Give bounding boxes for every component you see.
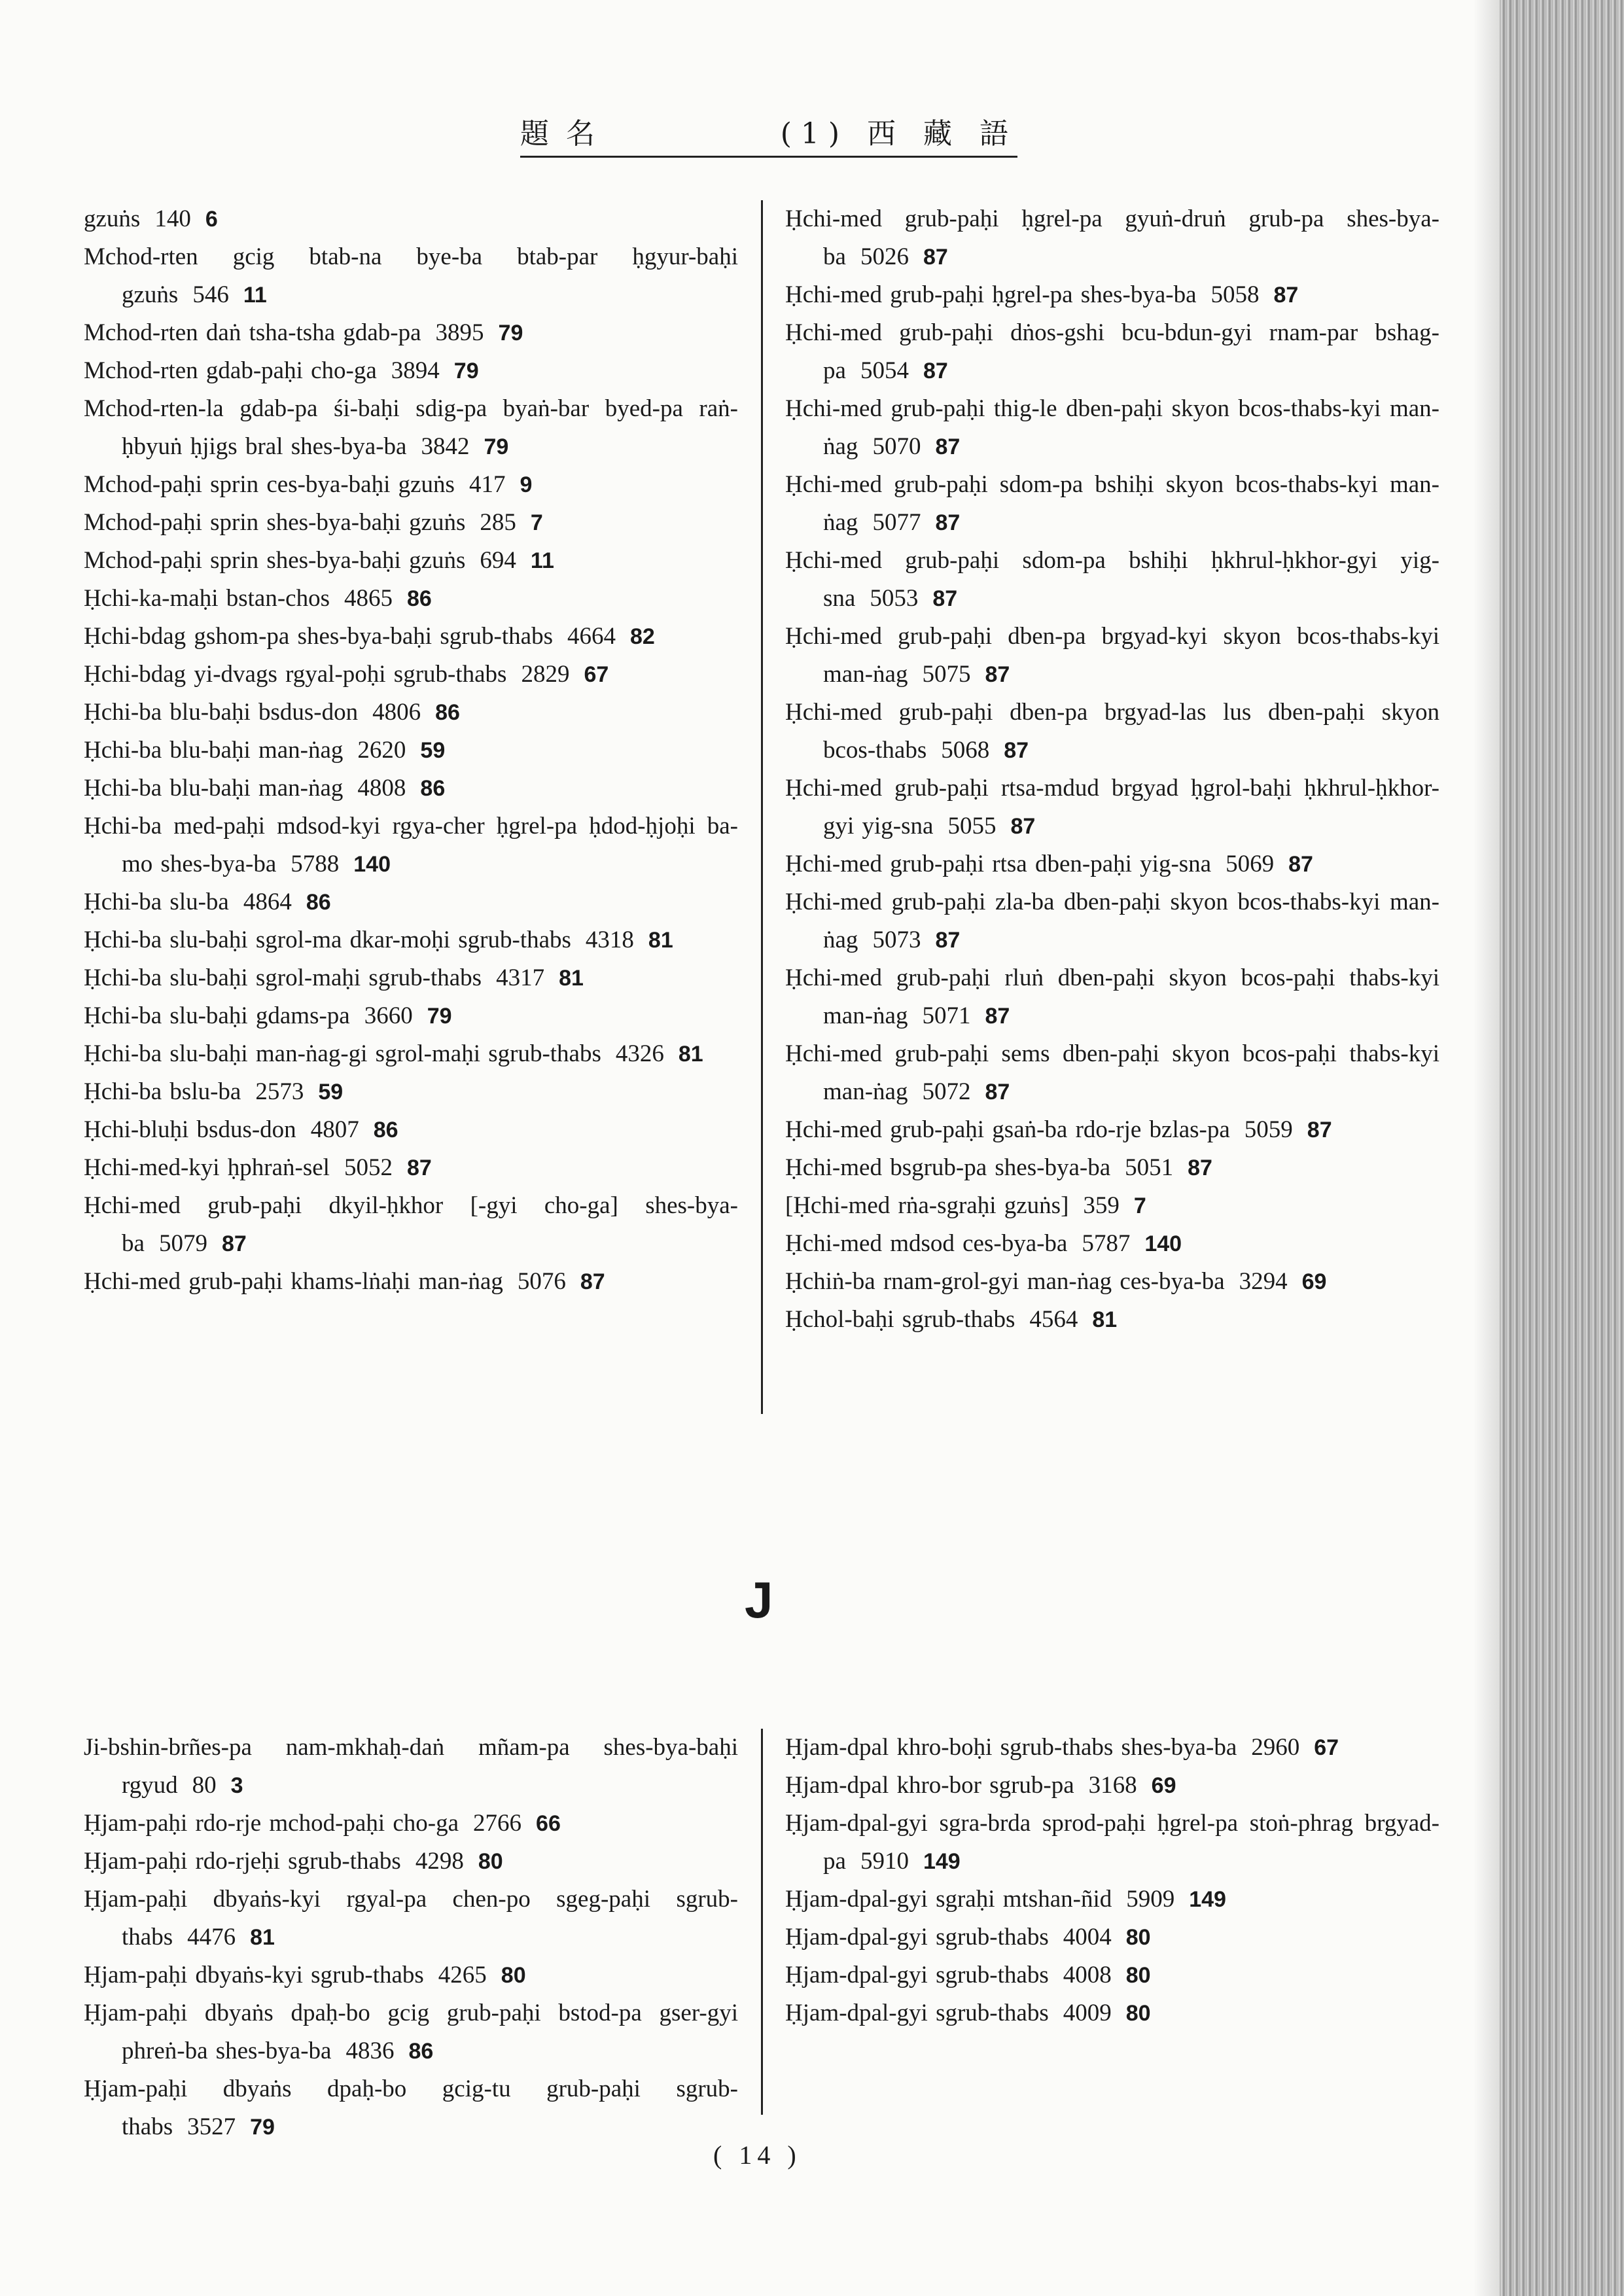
entry-number: 140 (154, 205, 191, 232)
entry-title: Ḥchi-ba blu-baḥi man-ṅag (84, 775, 344, 802)
entry-number: 417 (468, 471, 506, 498)
index-entry (84, 807, 738, 883)
page-number: ( 14 ) (713, 2140, 802, 2170)
index-entry (785, 390, 1439, 466)
index-entry (785, 845, 1439, 883)
index-entry (785, 1225, 1439, 1263)
entry-title: Mchod-paḥi sprin ces-bya-baḥi gzuṅs (84, 471, 455, 498)
entry-title: Ḥjam-dpal khro-bor sgrub-pa (785, 1772, 1074, 1799)
section-letter: J (745, 1571, 773, 1629)
entry-number: 5077 (872, 509, 921, 536)
entry-title: Mchod-rten gcig btab-na bye-ba btab-par ḥgyur-baḥi gzuṅs (84, 243, 738, 308)
entry-title: Ḥchi-ba slu-baḥi sgrol-ma dkar-moḥi sgrub-thabs (84, 927, 571, 953)
entry-title: Ḥjam-paḥi dbyaṅs-kyi sgrub-thabs (84, 1962, 424, 1988)
entry-page: 81 (1092, 1307, 1118, 1332)
entry-page: 82 (629, 624, 655, 649)
entry-page: 59 (420, 738, 446, 763)
entry-page: 81 (559, 966, 584, 991)
entry-number: 4317 (496, 964, 545, 991)
entry-number: 3842 (421, 433, 470, 460)
entry-page: 66 (536, 1811, 561, 1836)
entry-title: Ḥchi-med grub-paḥi rtsa dben-paḥi yig-sna (785, 851, 1212, 877)
entry-number: 4318 (585, 927, 634, 953)
index-entry (84, 769, 738, 807)
index-entry (785, 314, 1439, 390)
entry-number: 5076 (517, 1268, 566, 1295)
index-entry (84, 1843, 738, 1881)
index-entry (785, 1918, 1439, 1956)
header-right: (1) 西 藏 語 (780, 117, 1017, 150)
index-entry (84, 1881, 738, 1956)
entry-page: 87 (932, 586, 958, 611)
entry-page: 7 (530, 510, 543, 535)
index-entry (84, 1187, 738, 1263)
entry-number: 2573 (255, 1078, 304, 1105)
index-entry (785, 1263, 1439, 1301)
entry-title: Ḥjam-paḥi dbyaṅs dpaḥ-bo gcig grub-paḥi bstod-pa gser-gyi phreṅ-ba shes-bya-ba (84, 2000, 738, 2064)
entry-page: 79 (453, 359, 479, 383)
index-entry (785, 1111, 1439, 1149)
index-entry (84, 1729, 738, 1805)
index-entry (785, 883, 1439, 959)
index-entry (84, 694, 738, 732)
entry-number: 4008 (1063, 1962, 1112, 1988)
entry-page: 87 (985, 1080, 1010, 1104)
entry-title: Ḥjam-paḥi rdo-rje mchod-paḥi cho-ga (84, 1810, 459, 1837)
entry-page: 59 (318, 1080, 344, 1104)
entry-number: 2620 (357, 737, 406, 764)
entry-page: 79 (427, 1004, 452, 1029)
index-entry (785, 959, 1439, 1035)
index-entry (84, 1805, 738, 1843)
entry-title: Ḥchi-med-kyi ḥphraṅ-sel (84, 1154, 330, 1181)
index-entry (785, 200, 1439, 276)
entry-page: 80 (501, 1963, 526, 1988)
entry-number: 4564 (1029, 1306, 1078, 1333)
entry-page: 87 (923, 359, 948, 383)
entry-number: 4836 (345, 2038, 395, 2064)
running-header (520, 110, 1017, 158)
index-entry (84, 921, 738, 959)
entry-number: 3527 (187, 2113, 236, 2140)
entry-title: Ḥchi-med grub-paḥi ḥgrel-pa gyuṅ-druṅ grub-pa shes-bya-ba (785, 205, 1439, 270)
entry-number: 4004 (1063, 1924, 1112, 1951)
entry-title: Ḥjam-paḥi dbyaṅs-kyi rgyal-pa chen-po sgeg-paḥi sgrub-thabs (84, 1886, 738, 1951)
index-entry (84, 1111, 738, 1149)
entry-title: Ḥchi-med grub-paḥi ḥgrel-pa shes-bya-ba (785, 281, 1197, 308)
index-entry (84, 1994, 738, 2070)
index-entry (84, 959, 738, 997)
index-entry (84, 580, 738, 618)
entry-title: Mchod-paḥi sprin shes-bya-baḥi gzuṅs (84, 547, 466, 574)
entry-number: 4806 (372, 699, 421, 726)
entry-page: 87 (1288, 852, 1313, 877)
index-entry (785, 1956, 1439, 1994)
entry-number: 5787 (1082, 1230, 1131, 1257)
entry-page: 87 (1273, 283, 1299, 308)
entry-number: 5053 (870, 585, 919, 612)
index-entry (785, 1767, 1439, 1805)
index-entry (84, 732, 738, 769)
entry-page: 87 (406, 1156, 432, 1180)
entry-page: 80 (478, 1849, 503, 1874)
entry-title: Ḥjam-paḥi rdo-rjeḥi sgrub-thabs (84, 1848, 401, 1875)
entry-page: 87 (1004, 738, 1029, 763)
entry-title: Ḥchi-bdag yi-dvags rgyal-poḥi sgrub-thabs (84, 661, 507, 688)
index-entry (84, 390, 738, 466)
index-column-left-top (84, 200, 738, 1301)
entry-page: 87 (935, 510, 961, 535)
entry-title: Ḥjam-paḥi dbyaṅs dpaḥ-bo gcig-tu grub-paḥi sgrub-thabs (84, 2075, 738, 2140)
entry-number: 5070 (872, 433, 921, 460)
index-entry (84, 200, 738, 238)
entry-page: 69 (1301, 1269, 1327, 1294)
entry-number: 2766 (473, 1810, 522, 1837)
entry-title: Ḥjam-dpal-gyi sgra-brda sprod-paḥi ḥgrel-pa stoṅ-phrag brgyad-pa (785, 1810, 1439, 1875)
index-entry (785, 1035, 1439, 1111)
entry-number: 694 (480, 547, 516, 574)
entry-number: 5788 (291, 851, 340, 877)
entry-title: Ḥjam-dpal-gyi sgrub-thabs (785, 2000, 1049, 2026)
entry-title: Mchod-paḥi sprin shes-bya-baḥi gzuṅs (84, 509, 466, 536)
entry-page: 80 (1125, 1925, 1151, 1950)
entry-number: 4664 (567, 623, 616, 650)
entry-page: 79 (498, 321, 523, 345)
entry-number: 5052 (344, 1154, 393, 1181)
entry-number: 546 (192, 281, 229, 308)
entry-title: Ḥchi-bluḥi bsdus-don (84, 1116, 296, 1143)
entry-number: 5051 (1125, 1154, 1174, 1181)
entry-title: Ḥchi-med mdsod ces-bya-ba (785, 1230, 1068, 1257)
entry-page: 87 (221, 1231, 247, 1256)
entry-page: 149 (923, 1849, 961, 1874)
entry-title: Ḥchi-med grub-paḥi khams-lṅaḥi man-ṅag (84, 1268, 503, 1295)
entry-number: 4009 (1063, 2000, 1112, 2026)
entry-number: 80 (192, 1772, 217, 1799)
index-entry (785, 1187, 1439, 1225)
entry-number: 2829 (521, 661, 570, 688)
entry-number: 3294 (1239, 1268, 1288, 1295)
entry-page: 80 (1125, 1963, 1151, 1988)
entry-page: 79 (250, 2115, 275, 2140)
entry-page: 87 (935, 928, 961, 953)
entry-page: 149 (1189, 1887, 1226, 1912)
entry-title: Ḥjam-dpal khro-boḥi sgrub-thabs shes-bya-ba (785, 1734, 1237, 1761)
entry-page: 140 (1144, 1231, 1182, 1256)
entry-title: gzuṅs (84, 205, 141, 232)
entry-title: Mchod-rten-la gdab-pa śi-baḥi sdig-pa byaṅ-bar byed-pa raṅ-ḥbyuṅ ḥjigs bral shes-bya-ba (84, 395, 738, 460)
index-entry (785, 1881, 1439, 1918)
index-column-right-top (785, 200, 1439, 1339)
entry-page: 87 (935, 434, 961, 459)
index-column-left-bottom (84, 1729, 738, 2146)
entry-title: Ḥchi-med grub-paḥi gsaṅ-ba rdo-rje bzlas-pa (785, 1116, 1230, 1143)
entry-number: 2960 (1251, 1734, 1300, 1761)
index-entry (84, 883, 738, 921)
index-entry (785, 1994, 1439, 2032)
entry-page: 6 (205, 207, 218, 232)
entry-title: Mchod-rten daṅ tsha-tsha gdab-pa (84, 319, 421, 346)
scan-edge-shadow (1500, 0, 1624, 2296)
entry-number: 4807 (310, 1116, 359, 1143)
index-entry (84, 352, 738, 390)
entry-title: Ḥchi-med grub-paḥi rluṅ dben-paḥi skyon bcos-paḥi thabs-kyi man-ṅag (785, 964, 1439, 1029)
entry-number: 5054 (860, 357, 909, 384)
entry-number: 4326 (615, 1040, 664, 1067)
entry-title: Ḥchi-ba med-paḥi mdsod-kyi rgya-cher ḥgrel-pa ḥdod-ḥjoḥi ba-mo shes-bya-ba (84, 813, 738, 877)
entry-title: Ḥchi-med grub-paḥi sems dben-paḥi skyon bcos-paḥi thabs-kyi man-ṅag (785, 1040, 1439, 1105)
index-entry (785, 769, 1439, 845)
entry-page: 81 (648, 928, 673, 953)
index-entry (785, 618, 1439, 694)
column-divider-top (761, 200, 763, 1414)
entry-page: 87 (1188, 1156, 1212, 1180)
entry-number: 5069 (1226, 851, 1275, 877)
entry-title: Ḥchi-med grub-paḥi zla-ba dben-paḥi skyon bcos-thabs-kyi man-ṅag (785, 889, 1439, 953)
entry-page: 140 (353, 852, 391, 877)
index-column-right-bottom (785, 1729, 1439, 2032)
index-entry (84, 466, 738, 504)
entry-page: 80 (1125, 2001, 1151, 2026)
entry-number: 4476 (187, 1924, 236, 1951)
index-entry (785, 1149, 1439, 1187)
entry-page: 9 (520, 472, 533, 497)
entry-page: 86 (408, 2039, 434, 2064)
entry-number: 4298 (415, 1848, 464, 1875)
entry-page: 11 (530, 548, 554, 573)
entry-title: Ḥchi-ba slu-baḥi gdams-pa (84, 1002, 350, 1029)
entry-number: 285 (480, 509, 516, 536)
entry-title: Ḥchi-med grub-paḥi dkyil-ḥkhor [-gyi cho-ga] shes-bya-ba (84, 1192, 738, 1257)
index-entry (84, 238, 738, 314)
entry-title: [Ḥchi-med rṅa-sgraḥi gzuṅs] (785, 1192, 1069, 1219)
entry-page: 87 (1010, 814, 1036, 839)
entry-page: 86 (406, 586, 432, 611)
index-entry (84, 618, 738, 656)
entry-number: 5909 (1126, 1886, 1175, 1913)
entry-page: 7 (1133, 1193, 1146, 1218)
entry-number: 4864 (243, 889, 292, 915)
entry-title: Ḥchol-baḥi sgrub-thabs (785, 1306, 1015, 1333)
entry-title: Ḥchi-ba blu-baḥi man-ṅag (84, 737, 344, 764)
entry-number: 359 (1083, 1192, 1120, 1219)
entry-number: 3660 (364, 1002, 413, 1029)
entry-page: 87 (923, 245, 948, 270)
entry-title: Mchod-rten gdab-paḥi cho-ga (84, 357, 377, 384)
entry-number: 5073 (872, 927, 921, 953)
entry-number: 4265 (438, 1962, 487, 1988)
entry-title: Ḥchi-med grub-paḥi thig-le dben-paḥi skyon bcos-thabs-kyi man-ṅag (785, 395, 1439, 460)
entry-number: 5055 (947, 813, 997, 839)
entry-title: Ḥchi-bdag gshom-pa shes-bya-baḥi sgrub-thabs (84, 623, 553, 650)
index-entry (84, 1956, 738, 1994)
entry-title: Ḥchi-ba slu-baḥi sgrol-maḥi sgrub-thabs (84, 964, 482, 991)
index-entry (785, 1301, 1439, 1339)
index-entry (84, 1073, 738, 1111)
index-entry (785, 466, 1439, 542)
entry-page: 81 (250, 1925, 275, 1950)
entry-page: 86 (435, 700, 460, 725)
entry-page: 87 (1307, 1118, 1332, 1142)
entry-page: 67 (1314, 1735, 1339, 1760)
entry-title: Ḥchiṅ-ba rnam-grol-gyi man-ṅag ces-bya-ba (785, 1268, 1225, 1295)
entry-page: 11 (243, 283, 267, 308)
entry-number: 5071 (922, 1002, 971, 1029)
entry-title: Ḥjam-dpal-gyi sgraḥi mtshan-ñid (785, 1886, 1112, 1913)
index-entry (785, 276, 1439, 314)
index-entry (785, 1729, 1439, 1767)
entry-page: 86 (373, 1118, 398, 1142)
index-entry (84, 504, 738, 542)
entry-title: Ḥchi-med grub-paḥi sdom-pa bshiḥi ḥkhrul-ḥkhor-gyi yig-sna (785, 547, 1439, 612)
index-entry (84, 656, 738, 694)
entry-title: Ḥchi-med grub-paḥi sdom-pa bshiḥi skyon bcos-thabs-kyi man-ṅag (785, 471, 1439, 536)
entry-number: 5026 (860, 243, 909, 270)
entry-number: 5910 (860, 1848, 909, 1875)
entry-number: 5075 (922, 661, 971, 688)
entry-number: 5058 (1210, 281, 1260, 308)
index-entry (84, 1149, 738, 1187)
entry-page: 87 (580, 1269, 605, 1294)
index-entry (84, 997, 738, 1035)
entry-title: Ḥchi-med bsgrub-pa shes-bya-ba (785, 1154, 1111, 1181)
entry-page: 67 (584, 662, 609, 687)
entry-number: 5072 (922, 1078, 971, 1105)
entry-number: 5059 (1244, 1116, 1293, 1143)
index-entry (84, 314, 738, 352)
entry-title: Ḥchi-ba slu-baḥi man-ṅag-gi sgrol-maḥi sgrub-thabs (84, 1040, 601, 1067)
index-entry (84, 1035, 738, 1073)
index-entry (84, 1263, 738, 1301)
entry-title: Ḥchi-med grub-paḥi dben-pa brgyad-las lus dben-paḥi skyon bcos-thabs (785, 699, 1439, 764)
entry-title: Ḥchi-med grub-paḥi rtsa-mdud brgyad ḥgrol-baḥi ḥkhrul-ḥkhor-gyi yig-sna (785, 775, 1439, 839)
entry-title: Ḥchi-ba slu-ba (84, 889, 229, 915)
entry-title: Ḥchi-ba blu-baḥi bsdus-don (84, 699, 359, 726)
entry-page: 79 (484, 434, 509, 459)
entry-number: 4808 (357, 775, 406, 802)
entry-number: 3895 (435, 319, 484, 346)
entry-title: Ḥchi-ba bslu-ba (84, 1078, 241, 1105)
entry-page: 86 (420, 776, 446, 801)
entry-title: Ji-bshin-brñes-pa nam-mkhaḥ-daṅ mñam-pa shes-bya-baḥi rgyud (84, 1734, 738, 1799)
entry-page: 86 (306, 890, 331, 915)
index-entry (785, 694, 1439, 769)
entry-title: Ḥchi-med grub-paḥi dṅos-gshi bcu-bdun-gyi rnam-par bshag-pa (785, 319, 1439, 384)
entry-page: 3 (230, 1773, 243, 1798)
entry-title: Ḥchi-ka-maḥi bstan-chos (84, 585, 330, 612)
entry-title: Ḥjam-dpal-gyi sgrub-thabs (785, 1924, 1049, 1951)
entry-number: 5079 (158, 1230, 207, 1257)
entry-title: Ḥjam-dpal-gyi sgrub-thabs (785, 1962, 1049, 1988)
entry-page: 81 (678, 1042, 703, 1067)
entry-number: 3894 (391, 357, 440, 384)
column-divider-bottom (761, 1729, 763, 2115)
header-left: 題 名 (520, 117, 599, 150)
entry-page: 69 (1151, 1773, 1176, 1798)
index-entry (84, 542, 738, 580)
entry-number: 5068 (941, 737, 990, 764)
index-entry (785, 1805, 1439, 1881)
entry-title: Ḥchi-med grub-paḥi dben-pa brgyad-kyi skyon bcos-thabs-kyi man-ṅag (785, 623, 1439, 688)
index-entry (785, 542, 1439, 618)
entry-number: 3168 (1088, 1772, 1137, 1799)
index-entry (84, 2070, 738, 2146)
entry-page: 87 (985, 1004, 1010, 1029)
entry-number: 4865 (344, 585, 393, 612)
entry-page: 87 (985, 662, 1010, 687)
